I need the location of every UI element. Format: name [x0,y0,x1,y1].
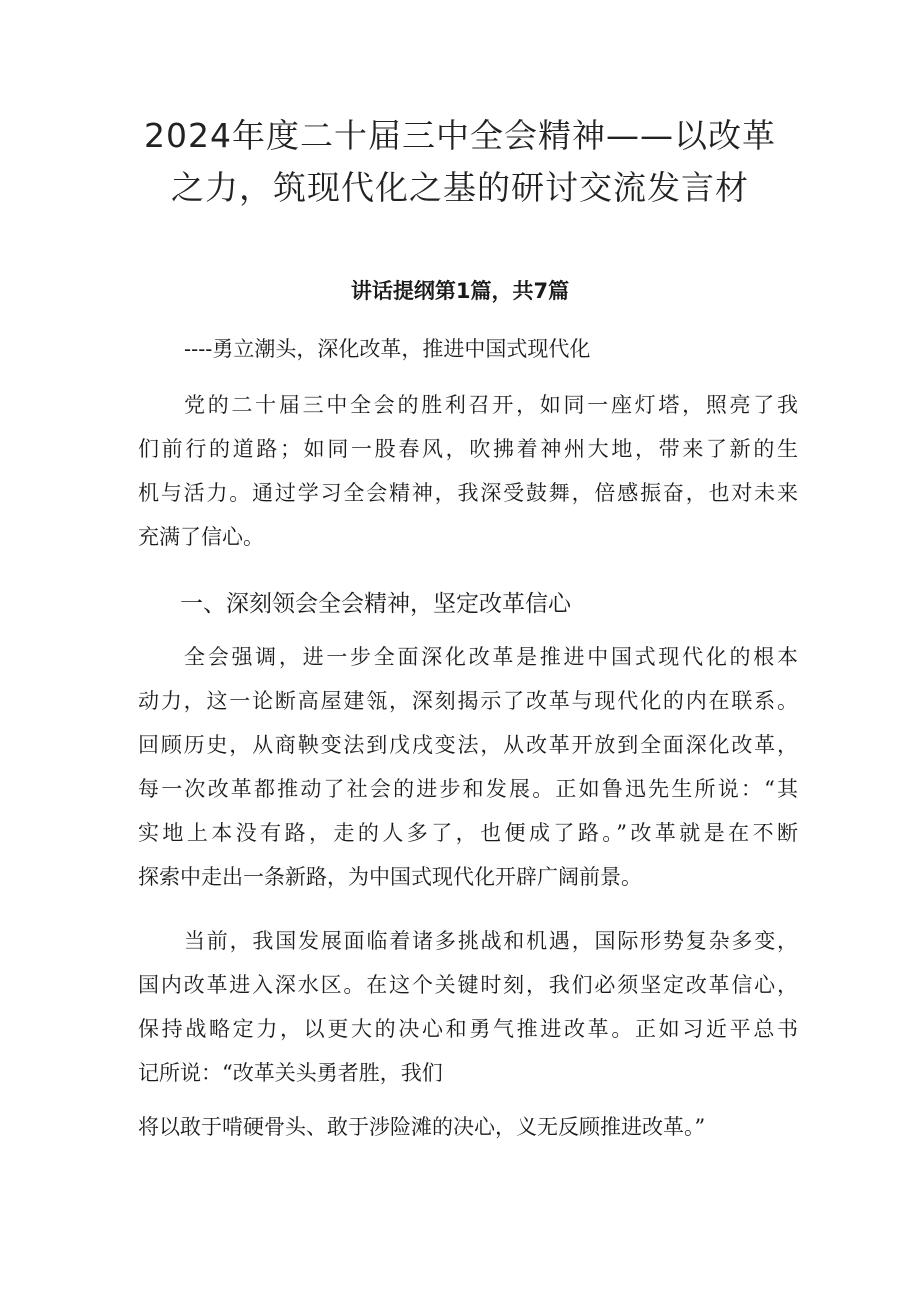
paragraph-2-line: 全会强调，进一步全面深化改革是推进中国式现代化的根本 [184,645,798,669]
paragraph-1-line: 机与活力。通过学习全会精神，我深受鼓舞，倍感振奋，也对未来 [138,481,798,505]
paragraph-1-line: 们前行的道路；如同一股春风，吹拂着神州大地，带来了新的生 [138,437,798,461]
paragraph-2-line: 探索中走出一条新路，为中国式现代化开辟广阔前景。 [138,865,642,889]
paragraph-3-line: 当前，我国发展面临着诸多挑战和机遇，国际形势复杂多变， [184,929,798,953]
paragraph-2-line: 动力，这一论断高屋建瓴，深刻揭示了改革与现代化的内在联系。 [138,689,798,713]
paragraph-2-line: 实地上本没有路，走的人多了，也便成了路。”改革就是在不断 [138,821,798,845]
paragraph-1-line: 充满了信心。 [138,525,264,549]
document-title-line-2: 之力，筑现代化之基的研讨交流发言材 [171,168,749,207]
paragraph-3-line: 国内改革进入深水区。在这个关键时刻，我们必须坚定改革信心， [138,973,798,997]
section-heading-1: 一、深刻领会全会精神，坚定改革信心 [180,591,571,617]
paragraph-1-line: 党的二十届三中全会的胜利召开，如同一座灯塔，照亮了我 [184,393,798,417]
paragraph-3-line: 保持战略定力，以更大的决心和勇气推进改革。正如习近平总书 [138,1017,798,1041]
paragraph-2-line: 回顾历史，从商鞅变法到戊戌变法，从改革开放到全面深化改革， [138,733,798,757]
paragraph-2-line: 每一次改革都推动了社会的进步和发展。正如鲁迅先生所说：“其 [138,777,798,801]
document-tagline: ----勇立潮头，深化改革，推进中国式现代化 [184,337,591,361]
document-title-line-1: 2024年度二十届三中全会精神——以改革 [144,116,776,155]
paragraph-3-line: 记所说：“改革关头勇者胜，我们 [138,1061,443,1085]
paragraph-3-line: 将以敢于啃硬骨头、敢于涉险滩的决心，义无反顾推进改革。” [138,1115,706,1139]
document-subtitle: 讲话提纲第1篇，共7篇 [350,279,570,303]
